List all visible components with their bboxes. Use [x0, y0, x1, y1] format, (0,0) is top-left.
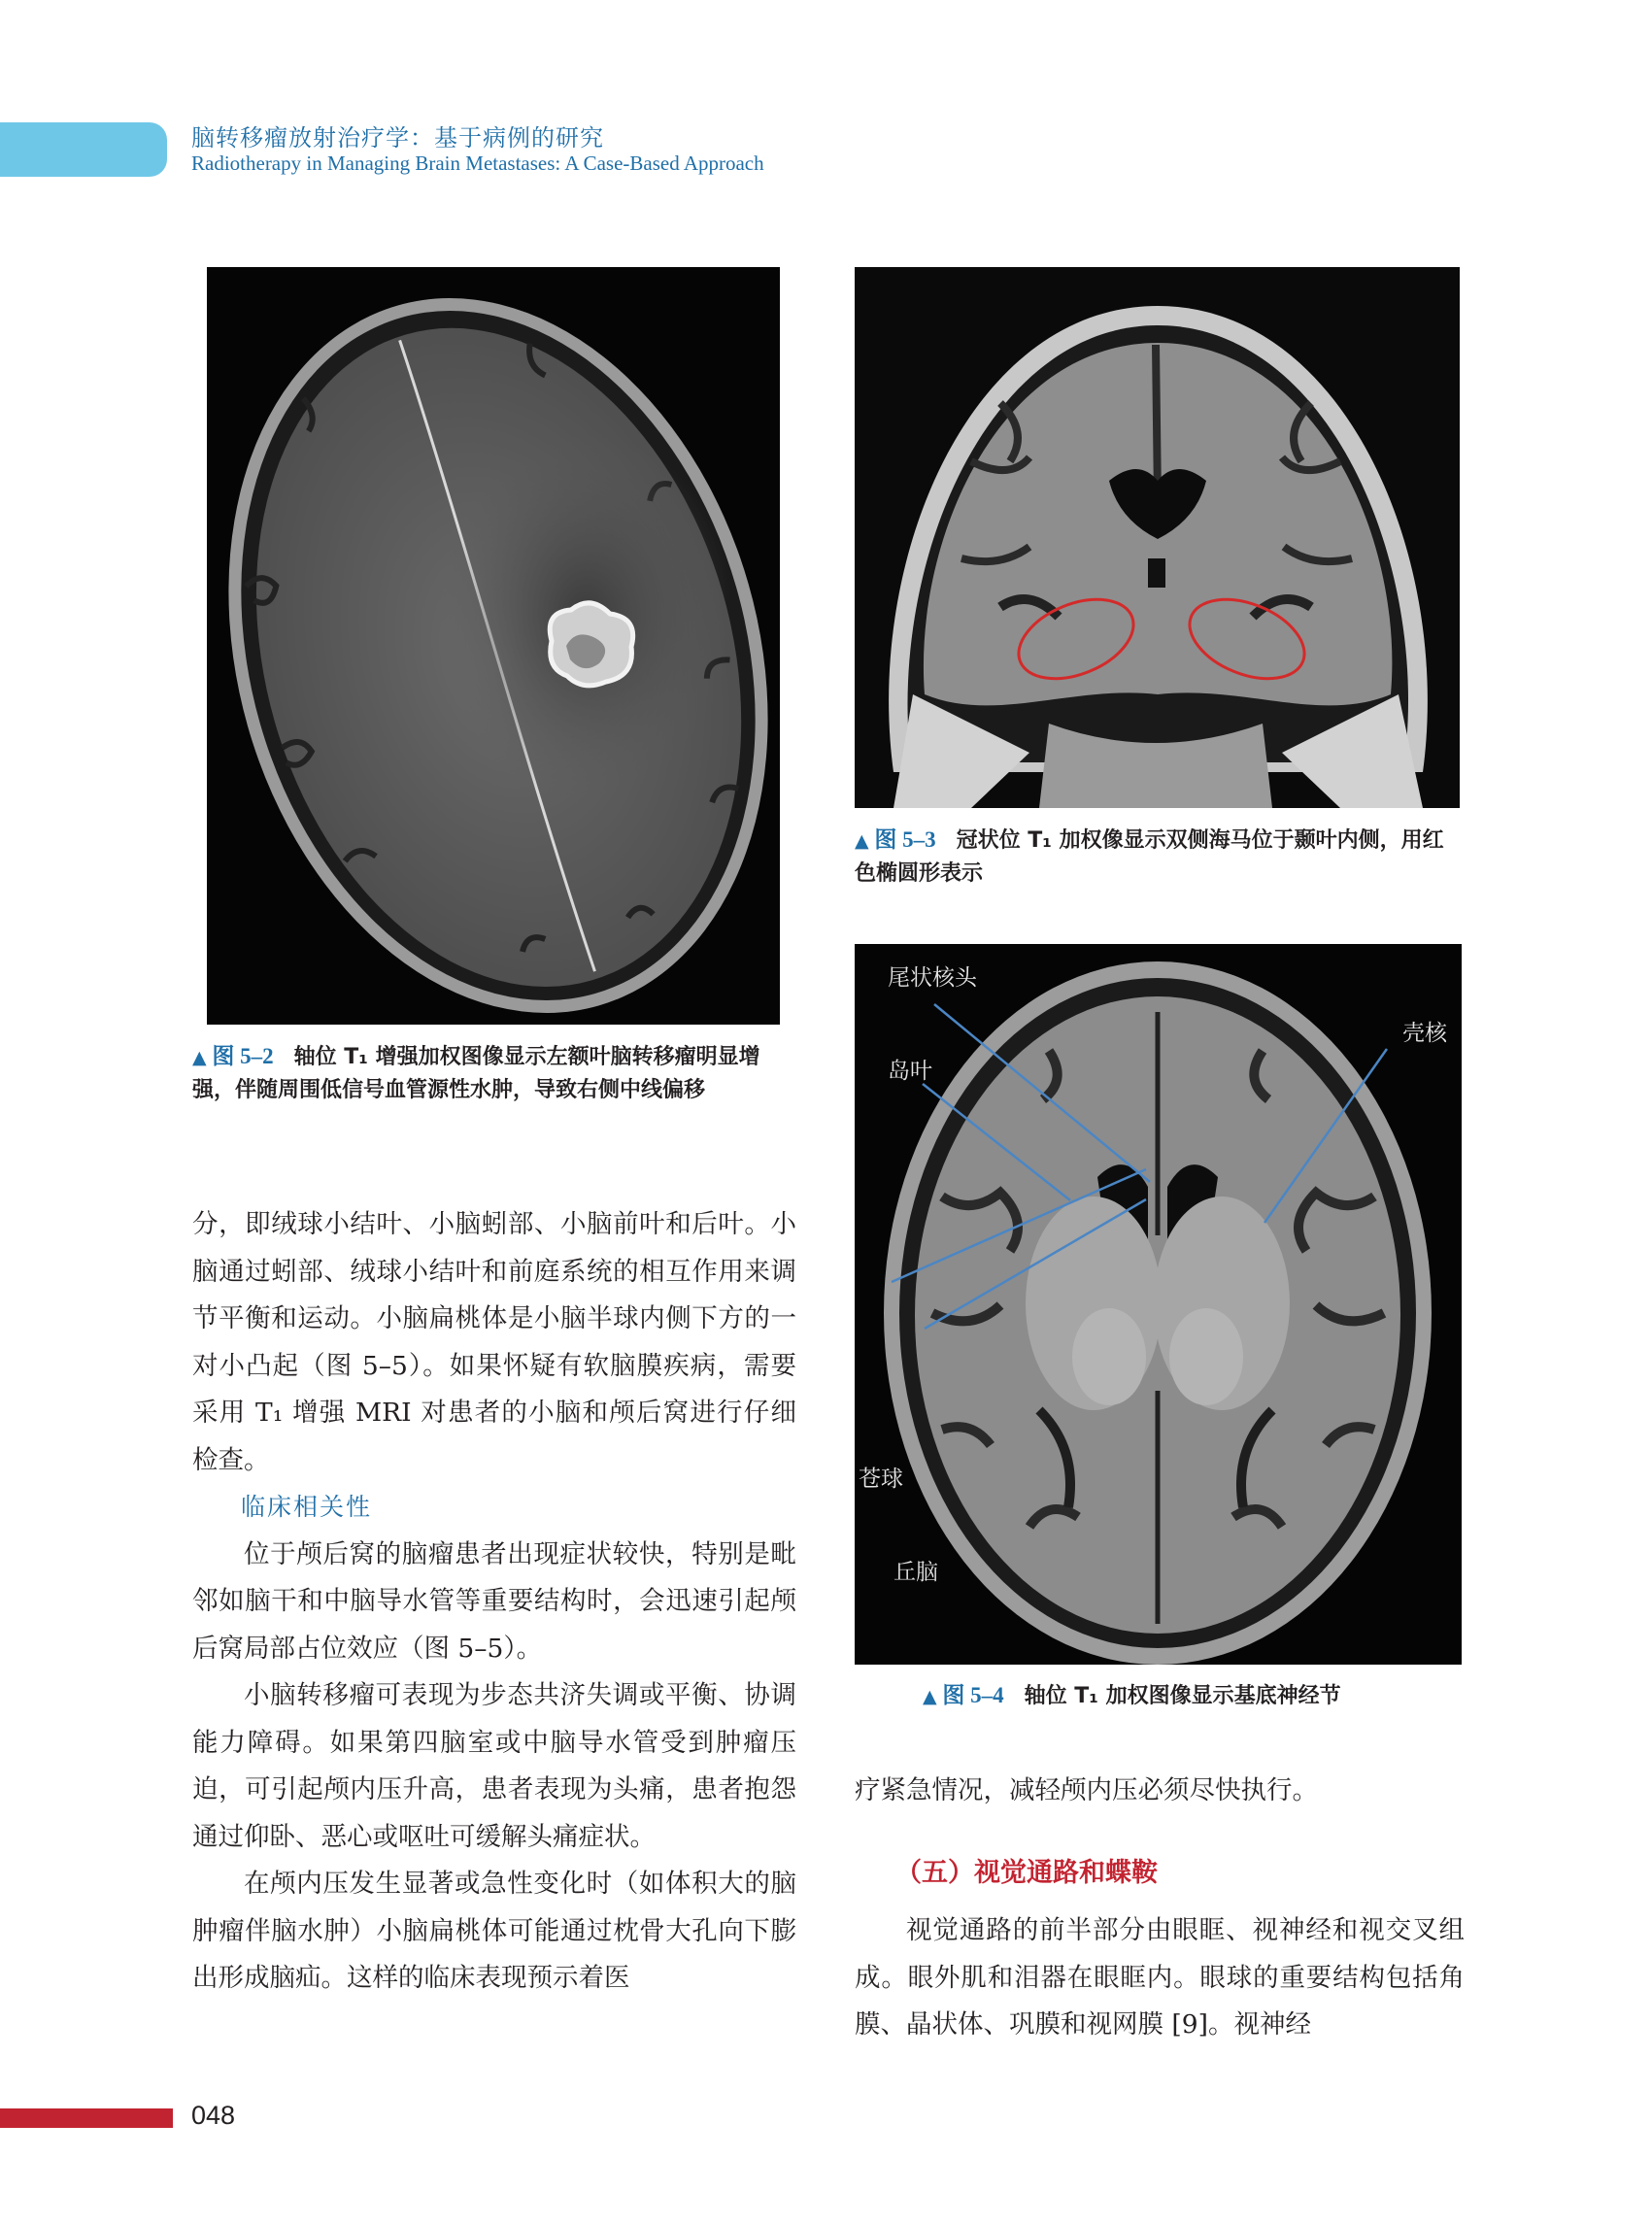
figure-5-2-number: ▲ 图 5–2 — [192, 1044, 274, 1068]
left-column-text — [192, 1201, 796, 2003]
label-insula: 岛叶 — [888, 1059, 932, 1084]
label-putamen: 壳核 — [1402, 1021, 1447, 1046]
paragraph: 小脑转移瘤可表现为步态共济失调或平衡、协调能力障碍。如果第四脑室或中脑导水管受到肿瘤压迫，可引起颅内压升高，患者表现为头痛，患者抱怨通过仰卧、恶心或呕吐可缓解头痛症状。 — [192, 1680, 796, 1852]
figure-5-3-number: ▲ 图 5–3 — [855, 827, 936, 852]
book-title-en: Radiotherapy in Managing Brain Metastases: A Case-Based Approach — [191, 152, 764, 175]
figure-5-2-caption — [192, 1040, 794, 1106]
label-thalamus: 丘脑 — [893, 1560, 938, 1585]
paragraph: 疗紧急情况，减轻颅内压必须尽快执行。 — [855, 1775, 1318, 1805]
right-column-text — [855, 1768, 1465, 1815]
label-caudate-head: 尾状核头 — [888, 965, 977, 991]
paragraph: 在颅内压发生显著或急性变化时（如体积大的脑肿瘤伴脑水肿）小脑扁桃体可能通过枕骨大孔向下膨出形成脑疝。这样的临床表现预示着医 — [192, 1869, 796, 1993]
figure-5-2-caption-text: 轴位 T₁ 增强加权图像显示左额叶脑转移瘤明显增强，伴随周围低信号血管源性水肿，导致右侧中线偏移 — [192, 1045, 760, 1102]
paragraph: 视觉通路的前半部分由眼眶、视神经和视交叉组成。眼外肌和泪器在眼眶内。眼球的重要结构包括角膜、晶状体、巩膜和视网膜 [9]。视神经 — [855, 1915, 1465, 2040]
label-globus-pallidus: 苍球 — [859, 1466, 903, 1492]
figure-5-4-image — [855, 944, 1462, 1665]
footer-bar — [0, 2108, 173, 2128]
book-title-zh: 脑转移瘤放射治疗学：基于病例的研究 — [191, 124, 604, 152]
figure-5-3-caption — [855, 824, 1462, 890]
page-number: 048 — [191, 2101, 236, 2130]
figure-5-4-number: ▲ 图 5–4 — [923, 1683, 1004, 1707]
figure-5-2-image — [207, 267, 780, 1025]
caption-triangle-icon: ▲ — [923, 1686, 937, 1707]
paragraph: 位于颅后窝的脑瘤患者出现症状较快，特别是毗邻如脑干和中脑导水管等重要结构时，会迅速引起颅后窝局部占位效应（图 5–5）。 — [192, 1538, 796, 1664]
figure-5-3-caption-text: 冠状位 T₁ 加权像显示双侧海马位于颞叶内侧，用红色椭圆形表示 — [855, 828, 1444, 886]
figure-5-3-image — [855, 267, 1460, 808]
subheading-clinical-relevance: 临床相关性 — [241, 1493, 373, 1521]
caption-triangle-icon: ▲ — [855, 830, 869, 852]
caption-triangle-icon: ▲ — [192, 1047, 207, 1068]
paragraph: 分，即绒球小结叶、小脑蚓部、小脑前叶和后叶。小脑通过蚓部、绒球小结叶和前庭系统的相互作用来调节平衡和运动。小脑扁桃体是小脑半球内侧下方的一对小凸起（图 5–5）。如果怀疑有软脑膜疾病，需要采用 T₁ 增强 MRI 对患者的小脑和颅后窝进行仔细检查。 — [192, 1209, 796, 1475]
right-column-text-2 — [855, 1907, 1465, 2049]
figure-5-4-caption — [923, 1679, 1467, 1713]
header-tab — [0, 122, 167, 177]
section-heading-visual-pathway: （五）视觉通路和蝶鞍 — [895, 1858, 1158, 1888]
figure-5-4-caption-text: 轴位 T₁ 加权图像显示基底神经节 — [1024, 1684, 1341, 1708]
